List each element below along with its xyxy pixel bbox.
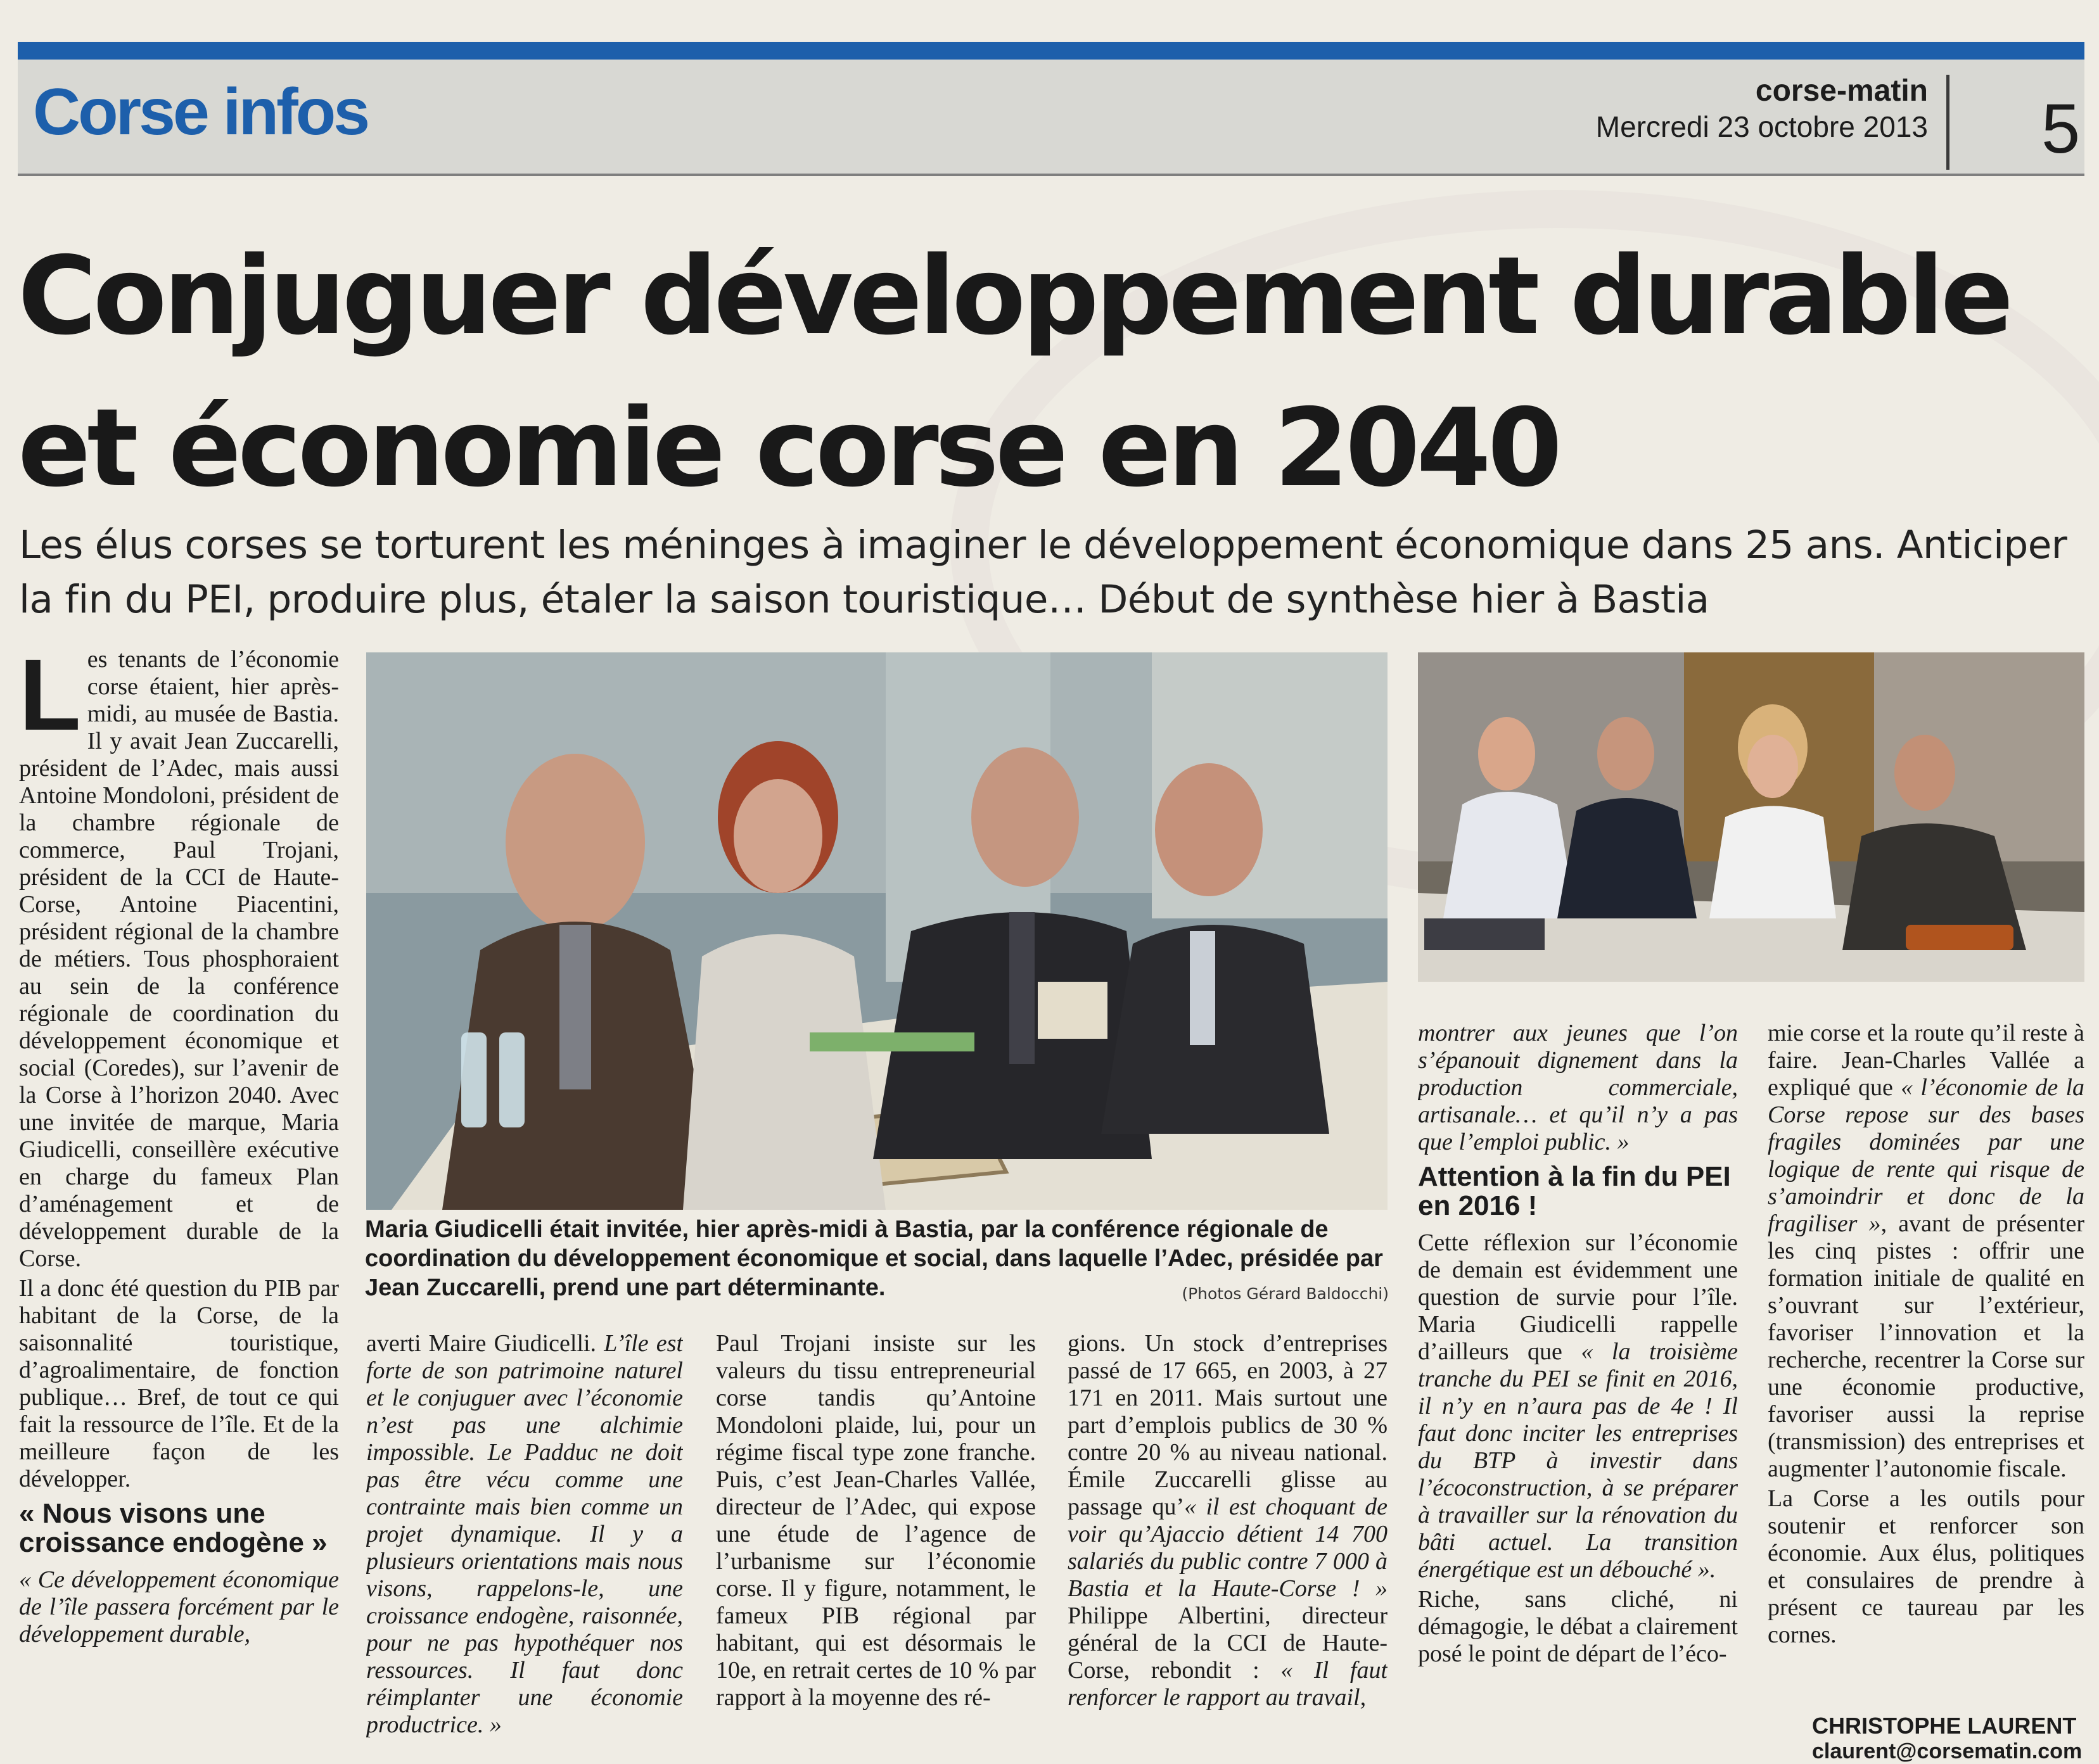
photo-credit: (Photos Gérard Baldocchi) <box>1182 1285 1389 1303</box>
header-separator <box>1946 75 1949 170</box>
paragraph <box>1418 1229 1738 1583</box>
paragraph: Riche, sans cliché, ni démagogie, le débat a clairement posé le point de départ de l’éco- <box>1418 1586 1738 1667</box>
intertitle: Attention à la fin du PEI en 2016 ! <box>1418 1161 1731 1221</box>
issue-date: Mercredi 23 octobre 2013 <box>1595 110 1928 143</box>
paragraph-text: Philippe Albertini, directeur général de la CCI de Haute-Corse, rebondit : <box>1068 1602 1388 1684</box>
photo-caption: Maria Giudicelli était invitée, hier après-midi à Bastia, par la conférence régionale de coordination du développement économique et social, dans laquelle l’Adec, présidée par Jean Zuccarelli, prend une part déterminante. <box>365 1216 1383 1301</box>
quote: « l’économie de la Corse repose sur des bases fragiles dominées par une logique de rente qui risque de s’amoindrir et donc de la fragiliser » <box>1768 1074 2084 1237</box>
quote: L’île est forte de son patrimoine naturel et le conjuguer avec l’économie n’est pas une alchimie impossible. Le Padduc ne doit pas être vécu comme une contrainte mais bien comme un projet dynamique. Il y a plusieurs orientations mais nous visons, rappelons-le, une croissance endogène, raisonnée, pour ne pas hypothéquer nos ressources. Il faut donc réimplanter une économie productrice. » <box>366 1330 683 1738</box>
drop-cap: L <box>19 646 81 751</box>
paragraph: La Corse a les outils pour soutenir et renforcer son économie. Aux élus, politiques et consulaires de prendre à présent ce taureau par les cornes. <box>1768 1485 2084 1648</box>
article-column-4 <box>1068 1330 1388 1758</box>
paragraph: montrer aux jeunes que l’on s’épanouit dignement dans la production commerciale, artisanale… et qu’il n’y a pas que l’emploi public. » <box>1418 1020 1738 1155</box>
section-title: Corse infos <box>33 75 368 149</box>
header-top-rule <box>18 42 2084 60</box>
intertitle: « Nous visons une croissance endogène » <box>19 1498 328 1558</box>
paragraph: Paul Trojani insiste sur les valeurs du tissu entrepreneurial corse tandis qu’Antoine Mondoloni plaide, lui, pour un régime fiscal type zone franche. Puis, c’est Jean-Charles Vallée, directeur de l’Adec, qui expose une étude de l’agence de l’urbanisme sur l’économie corse. Il y figure, notamment, le fameux PIB régional par habitant, qui est désormais le 10e, en retrait certes de 10 % par rapport à la moyenne des ré- <box>716 1330 1036 1711</box>
secondary-photo <box>1418 652 2084 982</box>
paragraph-lead: averti Maire Giudicelli. <box>366 1330 604 1357</box>
paragraph-text: gions. Un stock d’entreprises passé de 17 665, en 2003, à 27 171 en 2011. Mais surtout une part d’emplois publics de 30 % contre 20 % au niveau national. Émile Zuccarelli glisse au passage qu’ <box>1068 1330 1388 1520</box>
paragraph-text: , avant de présenter les cinq pistes : offrir une formation initiale de qualité en s’ouvrant sur l’extérieur, favoriser l’innovation et la recherche, recentrer la Corse sur une économie productive, favoriser aussi la reprise (transmission) des entreprises et augmenter l’autonomie fiscale. <box>1768 1210 2084 1482</box>
paragraph: « Ce développement économique de l’île passera forcément par le développement durable, <box>19 1566 339 1647</box>
paragraph-text: mie corse et la route qu’il reste à faire. Jean-Charles Vallée a expliqué que <box>1768 1020 2084 1101</box>
paragraph-text: Cette réflexion sur l’économie de demain est évidemment une question de survie pour l’île. Maria Giudicelli rappelle d’ailleurs que <box>1418 1229 1738 1365</box>
article-column-6 <box>1768 1020 2084 1704</box>
deck: Les élus corses se torturent les méninges à imaginer le développement économique dans 25 ans. Anticiper la fin du PEI, produire plus, étaler la saison touristique… Début de synthèse hier à Bastia <box>19 523 2067 622</box>
paragraph <box>1068 1330 1388 1711</box>
page-number: 5 <box>2041 90 2081 168</box>
article-column-5 <box>1418 1020 1738 1758</box>
paragraph: Il a donc été question du PIB par habitant de la Corse, de la saisonnalité touristique, d’agroalimentaire, de fonction publique… Bref, de tout ce qui fait la ressource de l’île. Et de la meilleure façon de les développer. <box>19 1275 339 1492</box>
newspaper-name: corse-matin <box>1755 74 1928 108</box>
article-column-3 <box>716 1330 1036 1758</box>
paragraph <box>1768 1020 2084 1483</box>
quote: « la troisième tranche du PEI se finit en 2016, il n’y en n’aura pas de 4e ! Il faut donc inciter les entreprises du BTP à investir dans l’écoconstruction, à se préparer à travailler sur la rénovation du bâti actuel. La transition énergétique est un débouché ». <box>1418 1338 1738 1583</box>
author-email: claurent@corsematin.com <box>1812 1739 2083 1763</box>
article-column-1 <box>19 646 339 1758</box>
quote: « il est choquant de voir qu’Ajaccio détient 14 700 salariés du public contre 7 000 à Bastia et la Haute-Corse ! » <box>1068 1494 1388 1602</box>
paragraph: es tenants de l’économie corse étaient, hier après-midi, au musée de Bastia. Il y avait Jean Zuccarelli, président de l’Adec, mais aussi Antoine Mondoloni, président de la chambre régionale de commerce, Paul Trojani, président de la CCI de Haute-Corse, Antoine Piacentini, président régional de la chambre de métiers. Tous phosphoraient au sein de la conférence régionale de coordination du développement économique et social (Coredes), sur l’avenir de la Corse à l’horizon 2040. Avec une invitée de marque, Maria Giudicelli, conseillère exécutive en charge du fameux Plan d’aménagement et de développement durable de la Corse. <box>19 646 339 1272</box>
main-photo <box>366 652 1388 1210</box>
paragraph <box>366 1330 683 1739</box>
quote: « Il faut renforcer le rapport au travail, <box>1068 1657 1388 1711</box>
headline: Conjuguer développement durable et économie corse en 2040 <box>18 234 2010 511</box>
masthead <box>1596 73 1928 144</box>
author-name: CHRISTOPHE LAURENT <box>1812 1713 2077 1739</box>
article-column-2 <box>366 1330 683 1758</box>
